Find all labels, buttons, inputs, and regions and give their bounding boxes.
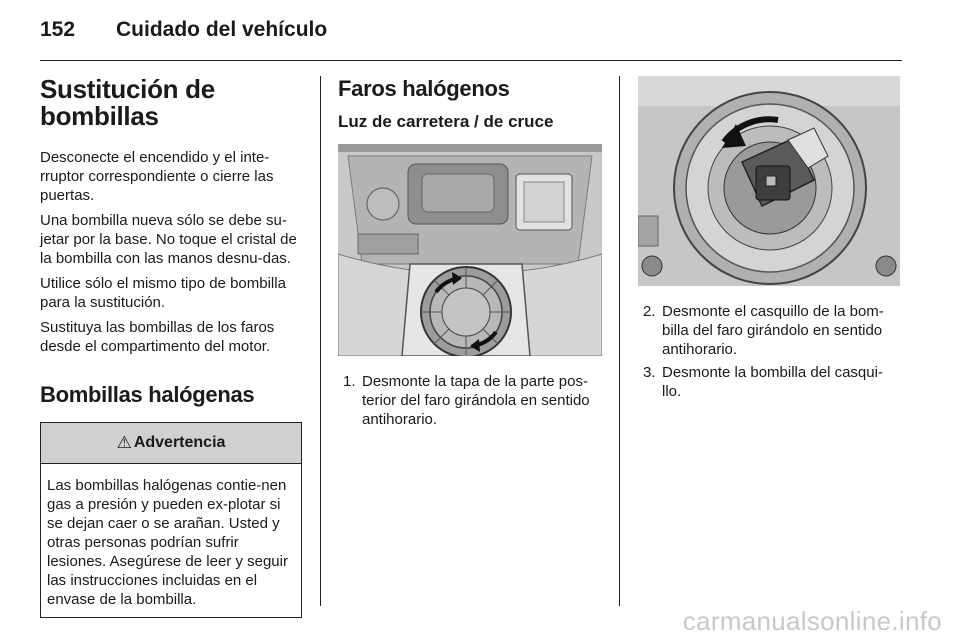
column-2: [338, 76, 602, 433]
subsection-heading: Luz de carretera / de cruce: [338, 112, 554, 131]
column-divider: [320, 76, 321, 606]
warning-title: Advertencia: [133, 434, 226, 451]
column-1: [40, 76, 302, 618]
running-title: Cuidado del vehículo: [116, 18, 328, 41]
step-text: Desmonte el casquillo de la bom-billa del faro girándolo en sentido antihorario.: [662, 303, 884, 358]
step-number: 1.: [343, 373, 356, 390]
paragraph: Una bombilla nueva sólo se debe su-jetar por la base. No toque el cristal de la bombilla con las manos desnu-das.: [40, 212, 297, 267]
step-text: Desmonte la tapa de la parte pos-terior del faro girándola en sentido antihorario.: [362, 373, 590, 428]
engine-bay-illustration: [338, 144, 602, 356]
engine-bay-photo: [338, 144, 602, 356]
paragraph: Utilice sólo el mismo tipo de bombilla para la sustitución.: [40, 275, 286, 311]
subsection-heading: Bombillas halógenas: [40, 382, 255, 407]
paragraph: Sustituya las bombillas de los faros desde el compartimento del motor.: [40, 319, 275, 355]
warning-header: [41, 423, 301, 464]
steps-list: [638, 302, 900, 401]
step-text: Desmonte la bombilla del casqui-llo.: [662, 364, 883, 400]
page-header: [40, 18, 902, 60]
headlamp-photo: [638, 76, 900, 286]
column-divider: [619, 76, 620, 606]
list-item: [338, 372, 602, 429]
warning-text: Las bombillas halógenas contie-nen gas a presión y pueden ex-plotar si se dejan caer o se arañan. Usted y otras personas podrían sufrir lesiones. Asegúrese de leer y seguir las instrucciones incluidas en el envase de la bombilla.: [47, 477, 288, 608]
page-number: 152: [40, 18, 76, 41]
warning-box: [40, 422, 302, 618]
headlamp-illustration: [638, 76, 900, 286]
list-item: [638, 363, 900, 401]
section-heading: Faros halógenos: [338, 76, 510, 101]
watermark: carmanualsonline.info: [682, 606, 942, 636]
warning-icon: ⚠: [116, 433, 132, 452]
column-3: [638, 76, 900, 405]
list-item: [638, 302, 900, 359]
step-number: 2.: [643, 303, 656, 320]
step-number: 3.: [643, 364, 656, 381]
section-heading: Sustitución de bombillas: [40, 74, 215, 131]
paragraph: Desconecte el encendido y el inte-rruptor correspondiente o cierre las puertas.: [40, 149, 274, 204]
header-rule: [40, 60, 902, 61]
steps-list: [338, 372, 602, 429]
